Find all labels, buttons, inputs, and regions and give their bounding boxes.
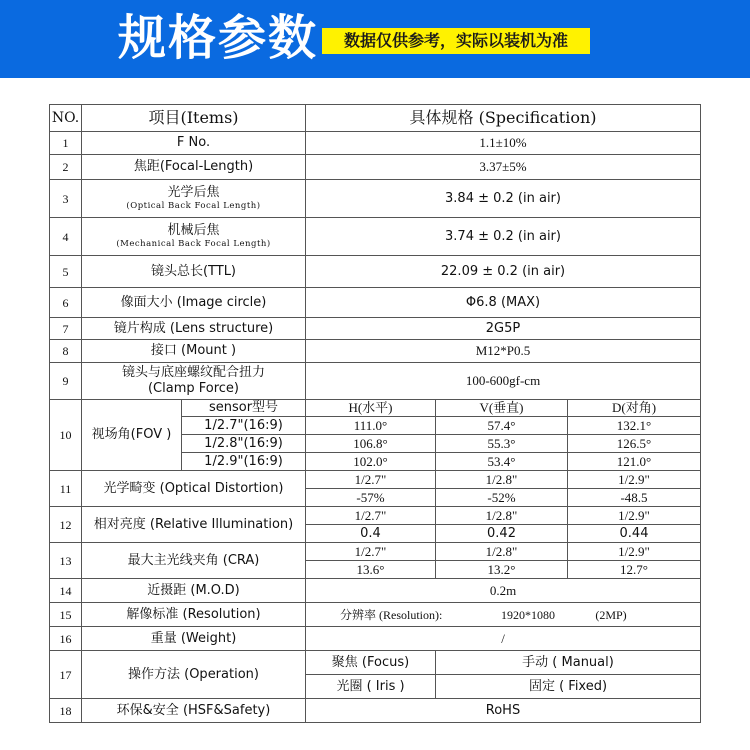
row-number: 8 [50,340,82,363]
focus-value: 手动 ( Manual) [436,651,701,675]
row-item: 解像标准 (Resolution) [82,603,306,627]
row-item: 操作方法 (Operation) [82,651,306,699]
page-title: 规格参数 [118,10,319,66]
table-row [50,318,701,340]
row-number: 3 [50,180,82,218]
row-item-label: 镜头与底座螺纹配合扭力 [121,365,265,380]
focus-label: 聚焦 (Focus) [306,651,436,675]
row-item-label: 机械后焦 [167,223,220,238]
header-no: NO. [50,105,82,132]
resolution-mp: (2MP) [595,607,627,622]
size-label: 1/2.9" [568,507,701,525]
table-row [50,180,701,218]
row-item-sublabel: (Mechanical Back Focal Length) [116,239,271,249]
row-value: M12*P0.5 [306,340,701,363]
size-label: 1/2.8" [436,471,568,489]
cra-value: 12.7° [568,561,701,579]
row-item-label: 光学后焦 [167,185,220,200]
fov-v: 57.4° [436,417,568,435]
table-row [50,288,701,318]
row-number: 2 [50,155,82,180]
table-row [50,603,701,627]
row-number: 15 [50,603,82,627]
row-number: 16 [50,627,82,651]
size-label: 1/2.8" [436,543,568,561]
fov-h: 102.0° [306,453,436,471]
row-item [82,180,306,218]
illumination-size-row [50,507,701,525]
row-number: 14 [50,579,82,603]
iris-value: 固定 ( Fixed) [436,675,701,699]
table-row [50,579,701,603]
row-item: 相对亮度 (Relative Illumination) [82,507,306,543]
row-value: 2G5P [306,318,701,340]
table-row [50,363,701,400]
resolution-label: 分辨率 (Resolution): [340,607,443,622]
fov-h: 106.8° [306,435,436,453]
row-number: 9 [50,363,82,400]
spec-table [49,104,701,723]
row-value: 3.74 ± 0.2 (in air) [306,218,701,256]
illumination-value: 0.4 [306,525,436,543]
fov-h: 111.0° [306,417,436,435]
cra-value: 13.6° [306,561,436,579]
fov-d: 132.1° [568,417,701,435]
row-item [82,218,306,256]
size-label: 1/2.8" [436,507,568,525]
fov-col-h: H(水平) [306,400,436,417]
header-banner [0,0,750,78]
fov-v: 53.4° [436,453,568,471]
row-number: 4 [50,218,82,256]
table-row [50,155,701,180]
illumination-value: 0.44 [568,525,701,543]
table-row [50,627,701,651]
row-value: 3.84 ± 0.2 (in air) [306,180,701,218]
row-item: 视场角(FOV ) [82,400,182,471]
table-header-row [50,105,701,132]
row-value: 100-600gf-cm [306,363,701,400]
cra-size-row [50,543,701,561]
size-label: 1/2.7" [306,471,436,489]
row-number: 5 [50,256,82,288]
row-number: 12 [50,507,82,543]
fov-col-v: V(垂直) [436,400,568,417]
row-value: 22.09 ± 0.2 (in air) [306,256,701,288]
row-value: 3.37±5% [306,155,701,180]
distortion-value: -48.5 [568,489,701,507]
size-label: 1/2.7" [306,543,436,561]
row-item: 最大主光线夹角 (CRA) [82,543,306,579]
fov-col-sensor: sensor型号 [182,400,306,417]
row-item: 重量 (Weight) [82,627,306,651]
row-item: 镜头总长(TTL) [82,256,306,288]
row-item: 近摄距 (M.O.D) [82,579,306,603]
fov-v: 55.3° [436,435,568,453]
header-items: 项目(Items) [82,105,306,132]
fov-header-row [50,400,701,417]
fov-col-d: D(对角) [568,400,701,417]
row-item: 光学畸变 (Optical Distortion) [82,471,306,507]
row-item-label-line2: (Clamp Force) [147,381,240,396]
row-value: / [306,627,701,651]
fov-d: 126.5° [568,435,701,453]
illumination-value: 0.42 [436,525,568,543]
distortion-value: -57% [306,489,436,507]
table-row [50,699,701,723]
size-label: 1/2.7" [306,507,436,525]
row-value: 1.1±10% [306,132,701,155]
row-number: 18 [50,699,82,723]
row-number: 7 [50,318,82,340]
header-spec: 具体规格 (Specification) [306,105,701,132]
row-item: F No. [82,132,306,155]
fov-sensor: 1/2.9"(16:9) [182,453,306,471]
row-number: 1 [50,132,82,155]
row-item [82,363,306,400]
row-number: 13 [50,543,82,579]
iris-label: 光圈 ( Iris ) [306,675,436,699]
row-item: 镜片构成 (Lens structure) [82,318,306,340]
distortion-value: -52% [436,489,568,507]
row-item: 焦距(Focal-Length) [82,155,306,180]
size-label: 1/2.9" [568,471,701,489]
row-value: RoHS [306,699,701,723]
table-row [50,218,701,256]
operation-focus-row [50,651,701,675]
table-row [50,132,701,155]
row-number: 11 [50,471,82,507]
row-value [306,603,701,627]
cra-value: 13.2° [436,561,568,579]
fov-d: 121.0° [568,453,701,471]
row-number: 10 [50,400,82,471]
row-number: 17 [50,651,82,699]
size-label: 1/2.9" [568,543,701,561]
row-value: Φ6.8 (MAX) [306,288,701,318]
distortion-size-row [50,471,701,489]
row-item-sublabel: (Optical Back Focal Length) [126,201,261,211]
fov-sensor: 1/2.8"(16:9) [182,435,306,453]
fov-sensor: 1/2.7"(16:9) [182,417,306,435]
table-row [50,340,701,363]
resolution-value: 1920*1080 [501,607,555,622]
disclaimer-note: 数据仅供参考，实际以装机为准 [322,28,590,54]
row-item: 像面大小 (Image circle) [82,288,306,318]
table-row [50,256,701,288]
row-item: 接口 (Mount ) [82,340,306,363]
row-value: 0.2m [306,579,701,603]
row-number: 6 [50,288,82,318]
row-item: 环保&安全 (HSF&Safety) [82,699,306,723]
